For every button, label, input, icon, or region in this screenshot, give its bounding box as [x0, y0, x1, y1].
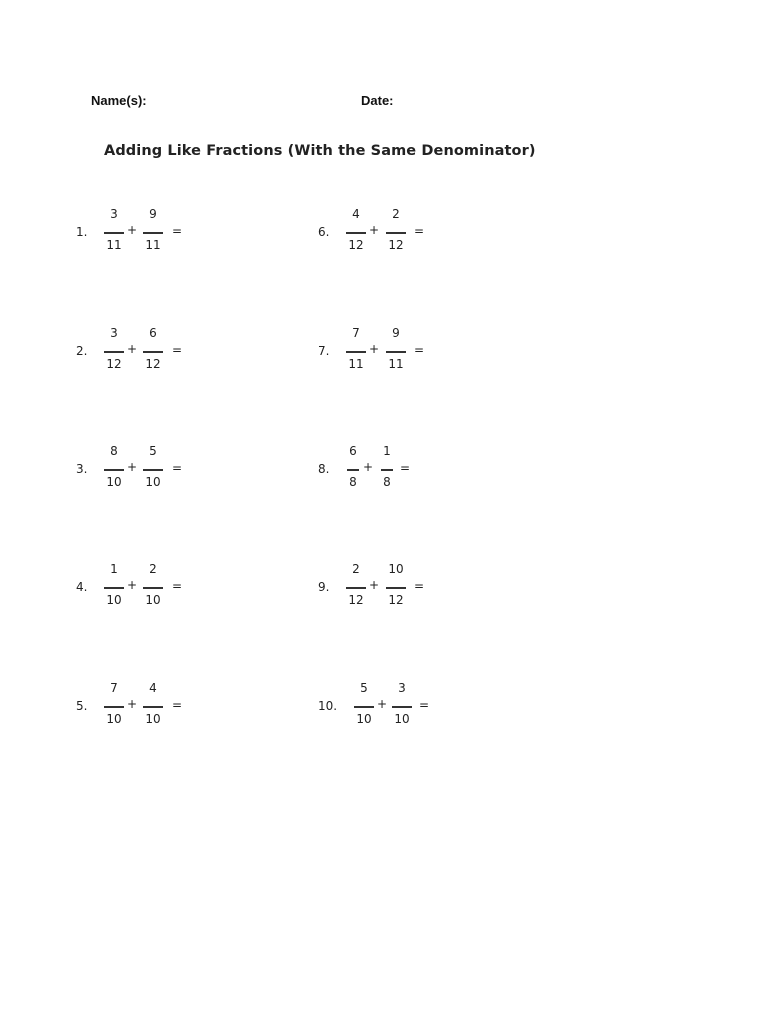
numerator: 9: [392, 326, 400, 340]
denominator: 12: [388, 593, 404, 607]
name-label: Name(s):: [91, 93, 147, 108]
problem-number: 5.: [76, 699, 88, 713]
denominator: 10: [356, 712, 372, 726]
problem-number: 4.: [76, 580, 88, 594]
equals-sign: =: [414, 224, 425, 238]
plus-sign: +: [127, 697, 138, 711]
worksheet-title: Adding Like Fractions (With the Same Denominator): [104, 143, 536, 159]
fraction-bar: [346, 587, 366, 589]
problem-number: 9.: [318, 580, 330, 594]
denominator: 10: [145, 712, 161, 726]
numerator: 8: [110, 444, 118, 458]
plus-sign: +: [127, 578, 138, 592]
fraction-bar: [381, 469, 393, 471]
equals-sign: =: [414, 579, 425, 593]
numerator: 2: [352, 562, 360, 576]
denominator: 11: [348, 357, 364, 371]
fraction-bar: [386, 587, 406, 589]
fraction-bar: [347, 469, 359, 471]
fraction-bar: [104, 232, 124, 234]
fraction-bar: [386, 232, 406, 234]
numerator: 7: [352, 326, 360, 340]
plus-sign: +: [127, 223, 138, 237]
numerator: 9: [149, 207, 157, 221]
problem-number: 6.: [318, 225, 330, 239]
date-label: Date:: [361, 93, 394, 108]
numerator: 5: [149, 444, 157, 458]
fraction-bar: [392, 706, 412, 708]
equals-sign: =: [419, 698, 430, 712]
plus-sign: +: [369, 223, 380, 237]
numerator: 3: [110, 326, 118, 340]
equals-sign: =: [172, 343, 183, 357]
equals-sign: =: [414, 343, 425, 357]
denominator: 11: [388, 357, 404, 371]
numerator: 3: [110, 207, 118, 221]
fraction-bar: [104, 706, 124, 708]
problem-number: 8.: [318, 462, 330, 476]
fraction-bar: [104, 351, 124, 353]
numerator: 5: [360, 681, 368, 695]
fraction-bar: [386, 351, 406, 353]
denominator: 8: [383, 475, 391, 489]
plus-sign: +: [127, 460, 138, 474]
numerator: 1: [110, 562, 118, 576]
plus-sign: +: [363, 460, 374, 474]
numerator: 1: [383, 444, 391, 458]
plus-sign: +: [369, 578, 380, 592]
equals-sign: =: [400, 461, 411, 475]
denominator: 12: [145, 357, 161, 371]
numerator: 6: [349, 444, 357, 458]
fraction-bar: [346, 232, 366, 234]
problem-number: 1.: [76, 225, 88, 239]
numerator: 4: [352, 207, 360, 221]
numerator: 7: [110, 681, 118, 695]
plus-sign: +: [127, 342, 138, 356]
problem-number: 3.: [76, 462, 88, 476]
plus-sign: +: [369, 342, 380, 356]
denominator: 11: [106, 238, 122, 252]
denominator: 12: [348, 593, 364, 607]
numerator: 6: [149, 326, 157, 340]
equals-sign: =: [172, 224, 183, 238]
equals-sign: =: [172, 461, 183, 475]
numerator: 4: [149, 681, 157, 695]
denominator: 12: [106, 357, 122, 371]
numerator: 10: [388, 562, 404, 576]
denominator: 10: [106, 475, 122, 489]
numerator: 2: [149, 562, 157, 576]
fraction-bar: [354, 706, 374, 708]
problem-number: 7.: [318, 344, 330, 358]
problem-number: 2.: [76, 344, 88, 358]
fraction-bar: [143, 587, 163, 589]
denominator: 10: [106, 593, 122, 607]
denominator: 10: [394, 712, 410, 726]
fraction-bar: [143, 351, 163, 353]
denominator: 12: [388, 238, 404, 252]
denominator: 12: [348, 238, 364, 252]
denominator: 10: [145, 593, 161, 607]
denominator: 10: [106, 712, 122, 726]
fraction-bar: [143, 469, 163, 471]
equals-sign: =: [172, 698, 183, 712]
equals-sign: =: [172, 579, 183, 593]
denominator: 11: [145, 238, 161, 252]
fraction-bar: [104, 587, 124, 589]
denominator: 8: [349, 475, 357, 489]
numerator: 3: [398, 681, 406, 695]
plus-sign: +: [377, 697, 388, 711]
denominator: 10: [145, 475, 161, 489]
fraction-bar: [143, 706, 163, 708]
numerator: 2: [392, 207, 400, 221]
fraction-bar: [346, 351, 366, 353]
problem-number: 10.: [318, 699, 338, 713]
fraction-bar: [143, 232, 163, 234]
fraction-bar: [104, 469, 124, 471]
